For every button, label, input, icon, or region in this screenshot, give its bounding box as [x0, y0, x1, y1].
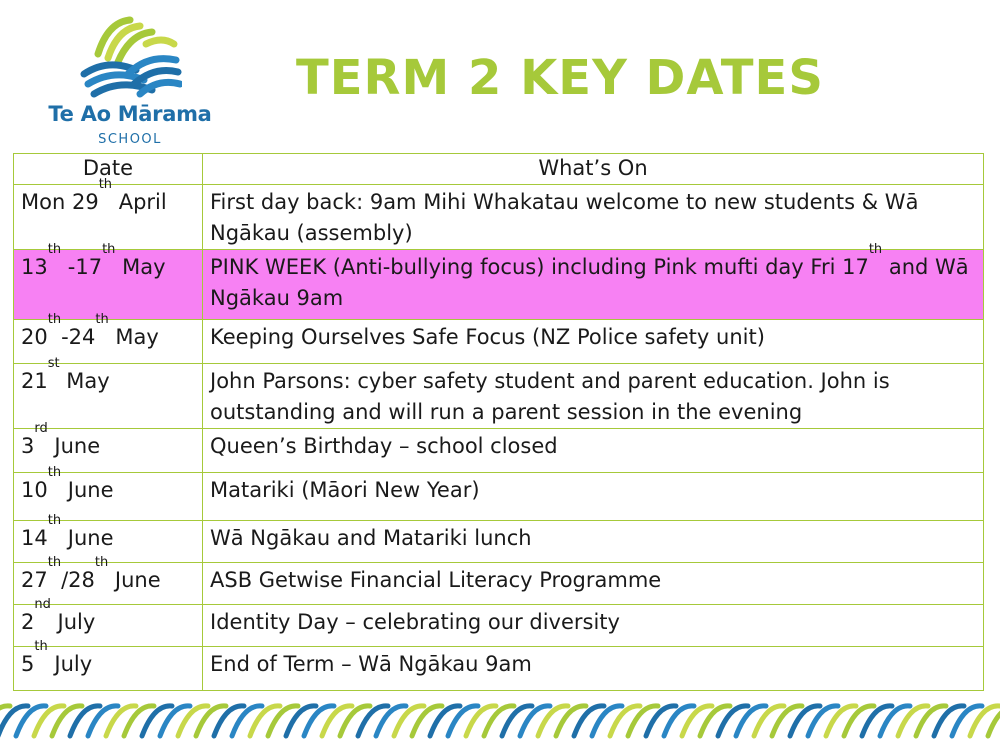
cell-text: 3	[21, 434, 35, 458]
school-name: Te Ao Mārama	[48, 102, 212, 126]
cell-text: 20	[21, 325, 48, 349]
table-row	[14, 563, 984, 605]
event-cell	[203, 185, 984, 250]
table-row	[14, 473, 984, 521]
cell-text: Queen’s Birthday – school closed	[210, 434, 558, 458]
table-row	[14, 647, 984, 691]
cell-text: John Parsons: cyber safety student and parent education. John is outstanding and will run a parent session in the evening	[210, 369, 890, 424]
cell-text: 10	[21, 478, 48, 502]
cell-text: 14	[21, 526, 48, 550]
event-cell	[203, 647, 984, 691]
event-cell	[203, 473, 984, 521]
table-row	[14, 185, 984, 250]
date-cell	[14, 639, 203, 691]
column-header-date: Date	[14, 154, 203, 185]
cell-text: July	[50, 610, 96, 634]
cell-text: April	[112, 190, 167, 214]
event-cell	[203, 605, 984, 647]
ordinal-suffix: nd	[34, 597, 51, 612]
date-cell	[14, 513, 203, 563]
cell-text: 2	[21, 610, 35, 634]
table-row	[14, 429, 984, 473]
ordinal-suffix: th	[94, 555, 109, 570]
cell-text: June	[47, 434, 101, 458]
table-row	[14, 521, 984, 563]
cell-text: 13	[21, 255, 48, 279]
school-logo	[40, 10, 220, 145]
event-cell	[203, 521, 984, 563]
ordinal-suffix: th	[34, 639, 48, 654]
cell-text: PINK WEEK (Anti-bullying focus) including Pink mufti day Fri 17	[210, 255, 869, 279]
table-row	[14, 250, 984, 320]
cell-text: Wā Ngākau and Matariki lunch	[210, 526, 532, 550]
date-cell	[14, 242, 203, 320]
cell-text: June	[61, 478, 114, 502]
cell-text: -17	[61, 255, 103, 279]
event-cell	[203, 429, 984, 473]
school-subtitle: SCHOOL	[98, 132, 162, 147]
page-title: TERM 2 KEY DATES	[296, 50, 824, 106]
cell-text: Identity Day – celebrating our diversity	[210, 610, 620, 634]
cell-text: May	[108, 325, 159, 349]
ordinal-suffix: th	[47, 312, 62, 327]
cell-text: May	[115, 255, 166, 279]
cell-text: June	[108, 568, 161, 592]
cell-text: Keeping Ourselves Safe Focus (NZ Police safety unit)	[210, 325, 765, 349]
ordinal-suffix: rd	[34, 421, 48, 436]
cell-text: /28	[61, 568, 95, 592]
date-cell	[14, 177, 203, 250]
date-cell	[14, 356, 203, 429]
ordinal-suffix: th	[95, 312, 109, 327]
cell-text: and Wā Ngākau 9am	[210, 255, 969, 310]
cell-text: May	[59, 369, 110, 393]
table-row	[14, 364, 984, 429]
ordinal-suffix: th	[102, 242, 116, 257]
event-cell	[203, 242, 984, 320]
ordinal-suffix: th	[98, 177, 113, 192]
event-cell	[203, 563, 984, 605]
cell-text: ASB Getwise Financial Literacy Programme	[210, 568, 662, 592]
date-cell	[14, 312, 203, 364]
woven-border-decoration	[0, 700, 1000, 739]
key-dates-table	[13, 153, 984, 691]
event-cell	[203, 320, 984, 364]
table-header-row	[14, 154, 984, 185]
table-row	[14, 320, 984, 364]
cell-text: Mon 29	[21, 190, 99, 214]
event-cell	[203, 364, 984, 429]
cell-text: -24	[61, 325, 96, 349]
column-header-whats-on: What’s On	[203, 154, 984, 185]
date-cell	[14, 421, 203, 473]
date-cell	[14, 465, 203, 521]
cell-text: July	[47, 652, 93, 676]
cell-text: First day back: 9am Mihi Whakatau welcome to new students & Wā Ngākau (assembly)	[210, 190, 919, 245]
cell-text: 21	[21, 369, 48, 393]
ordinal-suffix: th	[47, 242, 62, 257]
ordinal-suffix: th	[47, 513, 62, 528]
cell-text: Matariki (Māori New Year)	[210, 478, 480, 502]
ordinal-suffix: th	[868, 242, 883, 257]
ordinal-suffix: th	[47, 555, 62, 570]
woven-logo-icon	[78, 14, 182, 100]
cell-text: 5	[21, 652, 35, 676]
table-row	[14, 605, 984, 647]
ordinal-suffix: th	[47, 465, 62, 480]
cell-text: 27	[21, 568, 48, 592]
cell-text: End of Term – Wā Ngākau 9am	[210, 652, 532, 676]
cell-text: June	[61, 526, 114, 550]
ordinal-suffix: st	[47, 356, 60, 371]
